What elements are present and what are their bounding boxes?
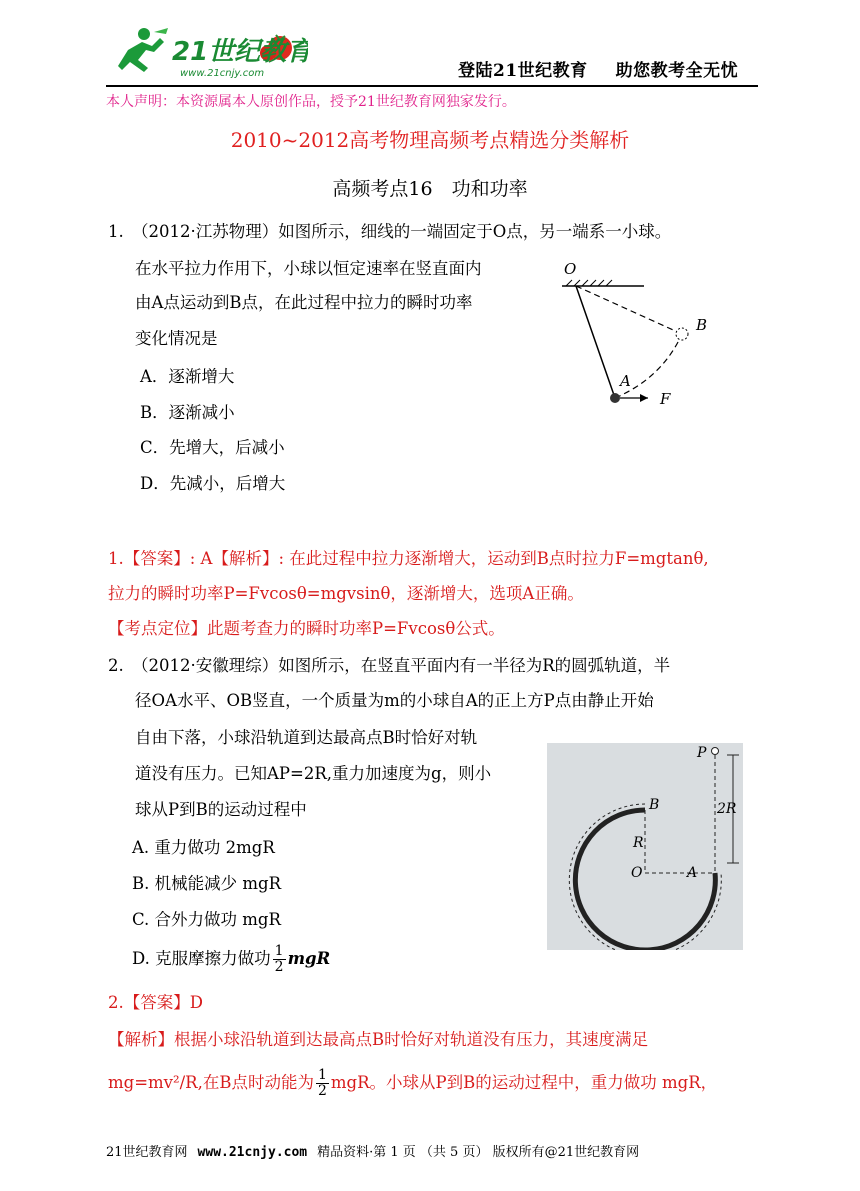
footer-site: 21世纪教育网 <box>106 1145 188 1160</box>
q2-option-c: C. 合外力做功 mgR <box>132 910 281 929</box>
footer <box>106 1141 639 1160</box>
logo-text: 21世纪教育 <box>172 37 308 67</box>
q2-line3: 自由下落，小球沿轨道到达最高点B时恰好对轨 <box>135 728 478 747</box>
q1-line3: 由A点运动到B点，在此过程中拉力的瞬时功率 <box>135 293 473 312</box>
a2-line2: 【解析】根据小球沿轨道到达最高点B时恰好对轨道没有压力，其速度满足 <box>108 1030 649 1049</box>
label-2r: 2R <box>717 801 737 817</box>
header-slogan <box>458 56 766 81</box>
label-a: A <box>620 372 631 390</box>
q2-option-d-math: mgR <box>287 949 331 968</box>
q2-line4: 道没有压力。已知AP=2R,重力加速度为g，则小 <box>135 764 492 783</box>
a1-line3: 【考点定位】此题考查力的瞬时功率P=Fvcosθ公式。 <box>108 619 505 638</box>
a2-line3 <box>108 1068 717 1099</box>
q1-option-b: B．逐渐减小 <box>140 403 235 422</box>
label-f: F <box>660 390 671 408</box>
q1-line1: 1. （2012·江苏物理）如图所示，细线的一端固定于O点，另一端系一小球。 <box>108 222 672 241</box>
q1-line4: 变化情况是 <box>135 329 218 348</box>
label-b: B <box>696 316 708 334</box>
q1-option-a: A．逐渐增大 <box>140 367 235 386</box>
label-b2: B <box>649 797 660 813</box>
slogan-help: 助您教考全无忧 <box>615 61 739 81</box>
label-p: P <box>697 745 707 761</box>
a2-line3-post: mgR。小球从P到B的运动过程中，重力做功 mgR， <box>330 1073 718 1092</box>
fraction-half: $\frac{1}{2}$ <box>274 943 284 975</box>
fraction-half-2: $\frac{1}{2}$ <box>317 1067 327 1099</box>
q1-option-c: C．先增大，后减小 <box>140 438 285 457</box>
q2-line1: 2. （2012·安徽理综）如图所示，在竖直平面内有一半径为R的圆弧轨道，半 <box>108 656 671 675</box>
footer-page: 精品资料·第 1 页 （共 5 页） 版权所有@21世纪教育网 <box>317 1145 640 1160</box>
a1-line1: 1.【答案】: A【解析】: 在此过程中拉力逐渐增大，运动到B点时拉力F=mgtanθ, <box>108 549 709 568</box>
label-r: R <box>633 835 644 851</box>
footer-url[interactable]: www.21cnjy.com <box>197 1145 308 1160</box>
q2-option-d <box>132 944 330 975</box>
q1-option-d: D．先减小，后增大 <box>140 474 286 493</box>
logo-url: www.21cnjy.com <box>180 68 265 79</box>
a2-line1: 2.【答案】D <box>108 993 203 1012</box>
q2-line2: 径OA水平、OB竖直，一个质量为m的小球自A的正上方P点由静止开始 <box>135 691 654 710</box>
a2-line3-pre: mg=mv²/R,在B点时动能为 <box>108 1073 314 1092</box>
q2-line5: 球从P到B的运动过程中 <box>135 800 307 819</box>
pendulum-figure <box>552 258 732 418</box>
header-divider <box>106 85 758 87</box>
slogan-login: 登陆21世纪教育 <box>458 61 588 81</box>
page-subtitle: 高频考点16 功和功率 <box>332 178 528 200</box>
site-logo[interactable] <box>108 20 308 82</box>
q2-option-a: A. 重力做功 2mgR <box>132 838 275 857</box>
label-o2: O <box>631 865 643 881</box>
q2-option-b: B. 机械能减少 mgR <box>132 874 281 893</box>
q1-line2: 在水平拉力作用下，小球以恒定速率在竖直面内 <box>135 259 482 278</box>
label-a2: A <box>687 865 698 881</box>
declaration: 本人声明：本资源属本人原创作品，授予21世纪教育网独家发行。 <box>106 94 516 110</box>
label-o: O <box>564 260 577 278</box>
track-figure <box>547 743 743 950</box>
a1-line2: 拉力的瞬时功率P=Fvcosθ=mgvsinθ，逐渐增大，选项A正确。 <box>108 584 584 603</box>
page-title: 2010~2012高考物理高频考点精选分类解析 <box>230 128 630 152</box>
q2-option-d-text: D. 克服摩擦力做功 <box>132 949 271 968</box>
